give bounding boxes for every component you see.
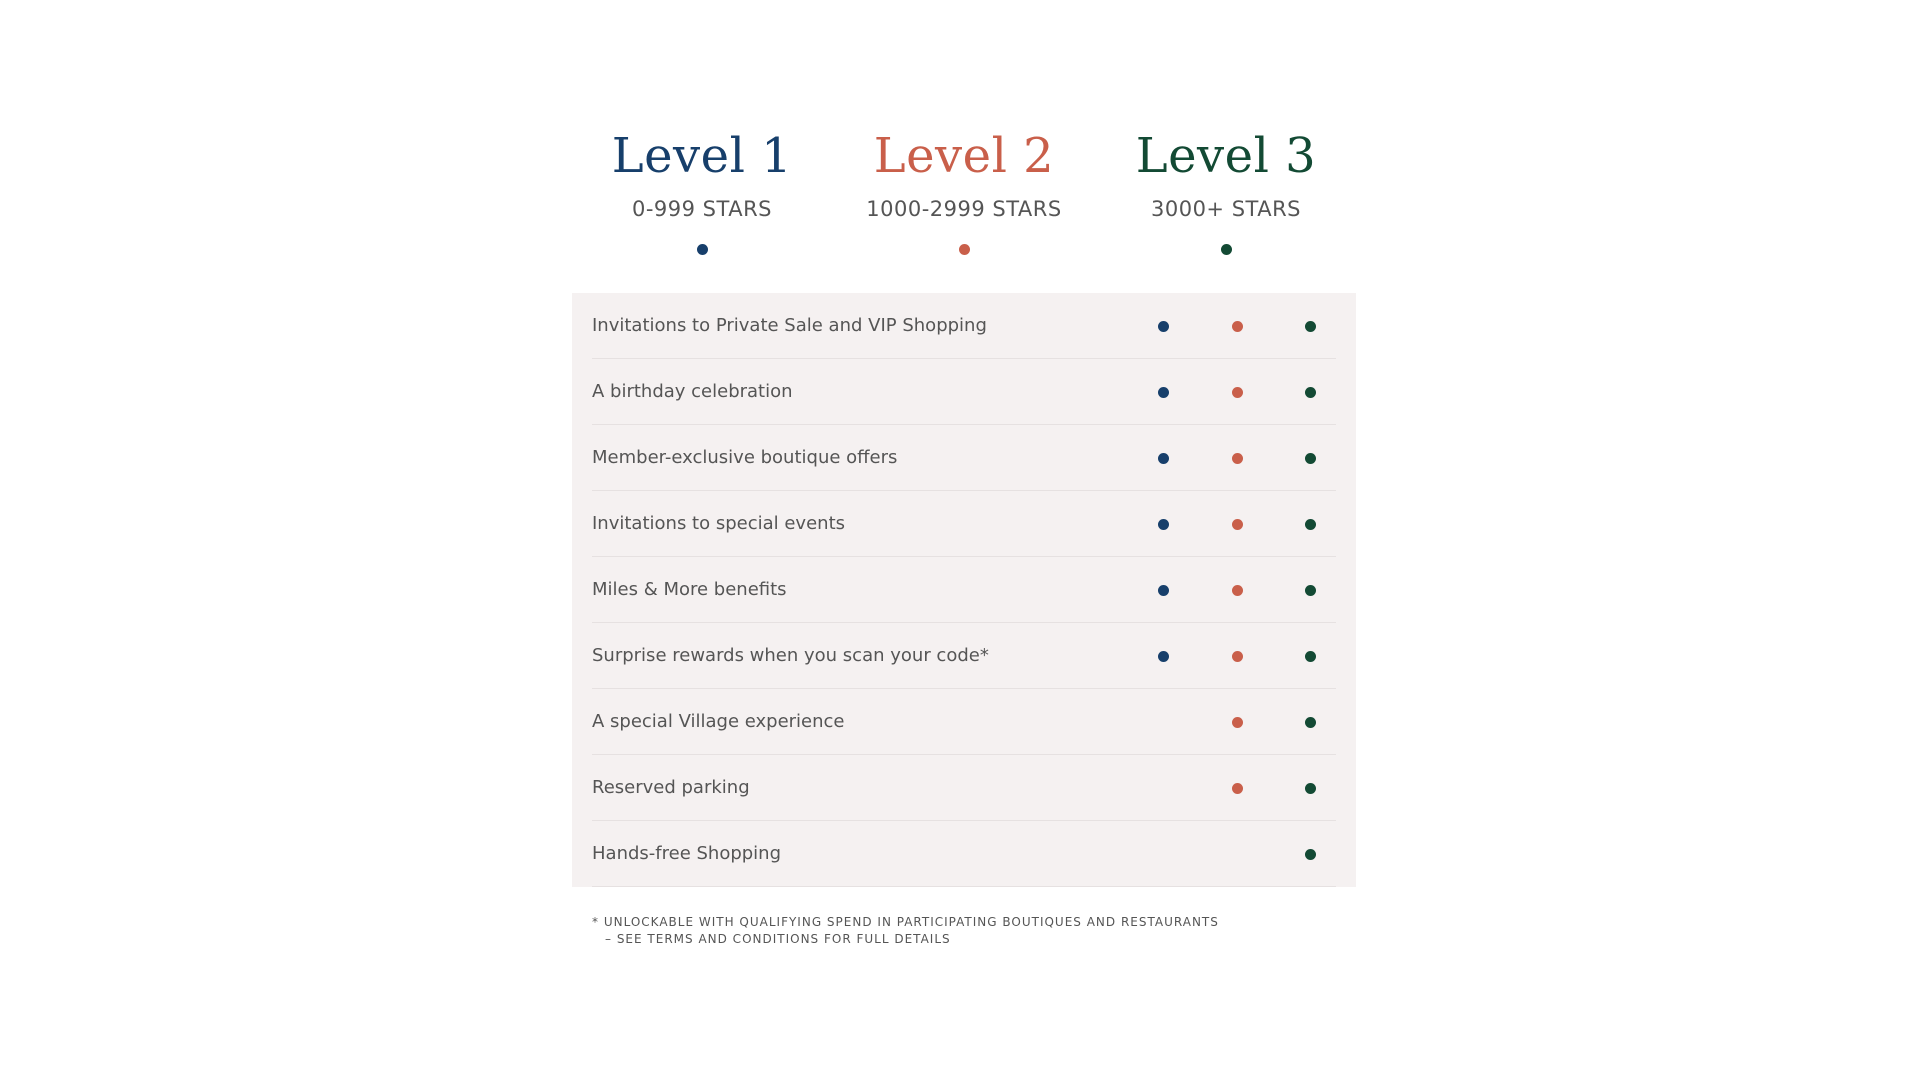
benefit-dot-level-1 <box>1158 651 1169 662</box>
benefit-row <box>592 293 1336 359</box>
benefit-dot-level-1 <box>1158 321 1169 332</box>
level-header <box>572 122 1356 262</box>
level-3-header <box>1106 122 1346 255</box>
benefit-dot-level-3 <box>1305 783 1316 794</box>
footnote-line-1: * UNLOCKABLE WITH QUALIFYING SPEND IN PARTICIPATING BOUTIQUES AND RESTAURANTS <box>592 915 1219 929</box>
benefit-dot-level-3 <box>1305 321 1316 332</box>
benefit-dot-level-2 <box>1232 321 1243 332</box>
level-2-stars: 1000-2999 STARS <box>866 197 1062 221</box>
benefit-dot-level-1 <box>1158 519 1169 530</box>
level-1-title: Level 1 <box>611 128 793 184</box>
level-1-dot <box>697 244 708 255</box>
benefit-label: Invitations to Private Sale and VIP Shopping <box>592 315 987 336</box>
benefits-table <box>572 293 1356 887</box>
benefit-row <box>592 755 1336 821</box>
benefit-dot-level-2 <box>1232 783 1243 794</box>
benefit-dot-level-2 <box>1232 717 1243 728</box>
benefit-dot-level-3 <box>1305 585 1316 596</box>
benefit-dot-level-2 <box>1232 387 1243 398</box>
benefit-dot-level-2 <box>1232 453 1243 464</box>
benefit-row <box>592 623 1336 689</box>
benefit-dot-level-3 <box>1305 453 1316 464</box>
level-3-stars: 3000+ STARS <box>1150 197 1302 221</box>
benefit-label: Miles & More benefits <box>592 579 787 600</box>
benefit-label: Invitations to special events <box>592 513 846 534</box>
benefit-dot-level-3 <box>1305 717 1316 728</box>
level-1-stars: 0-999 STARS <box>631 197 772 221</box>
benefit-row <box>592 425 1336 491</box>
level-3-title: Level 3 <box>1135 128 1317 184</box>
level-1-header <box>582 122 822 255</box>
benefit-dot-level-1 <box>1158 585 1169 596</box>
benefit-label: Member-exclusive boutique offers <box>592 447 898 468</box>
benefit-dot-level-1 <box>1158 453 1169 464</box>
benefit-dot-level-2 <box>1232 519 1243 530</box>
level-2-dot <box>959 244 970 255</box>
level-2-title: Level 2 <box>873 128 1055 184</box>
benefit-dot-level-2 <box>1232 651 1243 662</box>
benefit-dot-level-3 <box>1305 849 1316 860</box>
benefit-row <box>592 359 1336 425</box>
footnote-line-2: – SEE TERMS AND CONDITIONS FOR FULL DETAILS <box>605 932 951 946</box>
benefit-label: A birthday celebration <box>592 381 793 402</box>
level-2-header <box>844 122 1084 255</box>
benefit-label: Hands-free Shopping <box>592 843 782 864</box>
footnote <box>592 914 1219 948</box>
benefit-dot-level-2 <box>1232 585 1243 596</box>
benefit-label: A special Village experience <box>592 711 845 732</box>
benefit-row <box>592 821 1336 887</box>
level-3-dot <box>1221 244 1232 255</box>
benefit-label: Surprise rewards when you scan your code* <box>592 645 989 666</box>
benefit-dot-level-3 <box>1305 651 1316 662</box>
benefit-dot-level-3 <box>1305 519 1316 530</box>
benefit-label: Reserved parking <box>592 777 750 798</box>
benefit-dot-level-1 <box>1158 387 1169 398</box>
benefit-dot-level-3 <box>1305 387 1316 398</box>
benefit-row <box>592 689 1336 755</box>
benefit-row <box>592 491 1336 557</box>
benefit-row <box>592 557 1336 623</box>
